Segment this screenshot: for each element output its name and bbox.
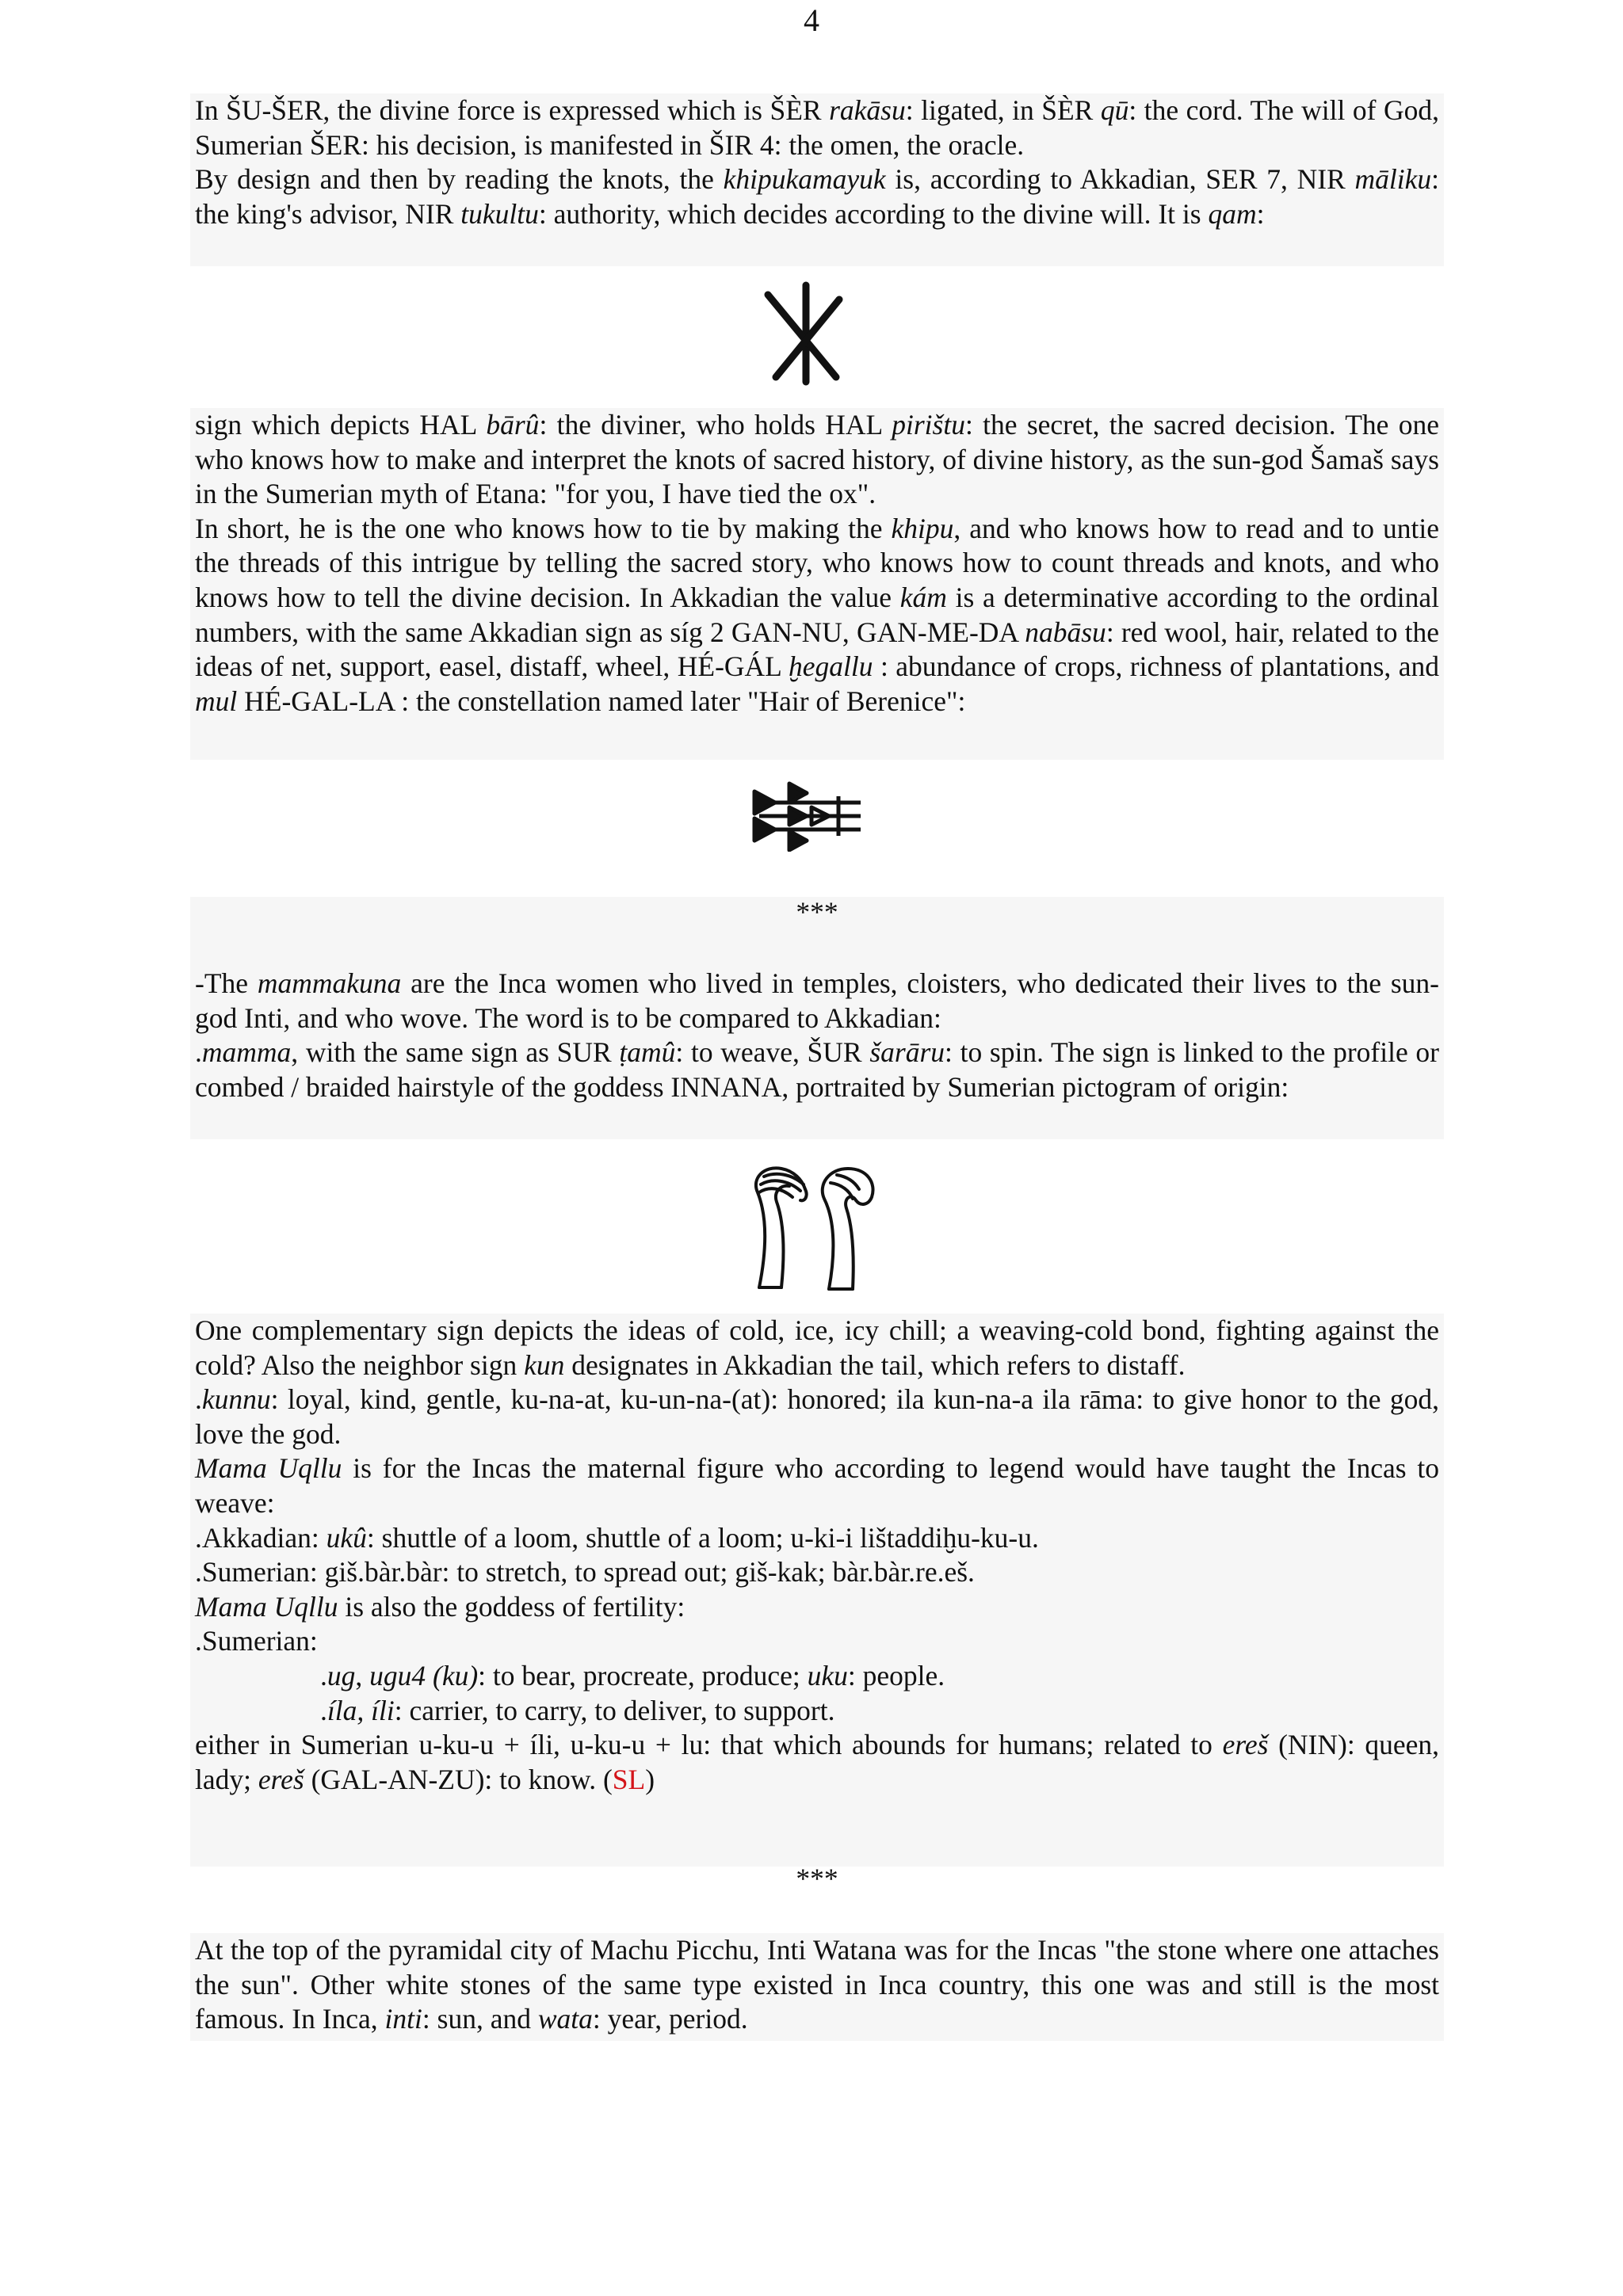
italic-term: nabāsu [1025, 616, 1106, 648]
text-run: : abundance of crops, richness of plantations, and [873, 650, 1439, 683]
text-run: By design and then by reading the knots, the [195, 163, 724, 196]
paragraph [195, 1035, 1439, 1104]
paragraph-block-1 [190, 93, 1444, 266]
italic-term: khipu [891, 512, 954, 544]
text-run: is for the Incas the maternal figure who according to legend would have taught the Incas to weave: [195, 1452, 1439, 1519]
paragraph-block-5 [190, 1933, 1444, 2041]
italic-term: rakāsu [829, 94, 906, 126]
text-run: In short, he is the one who knows how to tie by making the [195, 512, 892, 544]
text-run: : the cord. The will of God, Sumerian ŠER: his decision, is manifested in ŠIR 4: the omen, the oracle. [195, 94, 1440, 161]
italic-term: tukultu [460, 197, 539, 230]
italic-term: mul [195, 685, 238, 717]
text-run: : the king's advisor, NIR [195, 163, 1440, 230]
text-run: .Sumerian: giš.bàr.bàr: to stretch, to spread out; giš-kak; bàr.bàr.re.eš. [195, 1556, 975, 1589]
text-run: . [320, 1694, 327, 1726]
text-run: : to weave, ŠUR [675, 1036, 870, 1069]
italic-term: Mama Uqllu [195, 1590, 338, 1623]
paragraph [195, 1590, 1439, 1625]
text-run: are the Inca women who lived in temples, cloisters, who dedicated their lives to the sun-god Inti, and who wove. The word is to be compared to Akkadian: [195, 967, 1439, 1034]
text-run: : the diviner, who holds HAL [539, 409, 892, 441]
italic-term: šarāru [869, 1036, 945, 1069]
text-run: : to bear, procreate, produce; [478, 1659, 808, 1691]
text-run: : [1256, 197, 1265, 230]
paragraph [195, 1555, 1439, 1590]
paragraph [195, 1451, 1439, 1520]
text-run: is a determinative according to the ordinal numbers, with the same Akkadian sign as síg 2 GAN-NU, GAN-ME-DA [195, 581, 1440, 648]
text-run: is, according to Akkadian, SER 7, NIR [885, 163, 1355, 196]
paragraph [195, 1521, 1439, 1556]
text-run: , with the same sign as SUR [291, 1036, 620, 1069]
italic-term: ugu4 (ku) [369, 1659, 479, 1691]
paragraph-block-2 [190, 408, 1444, 760]
paragraph [195, 1624, 1439, 1659]
text-run: : year, period. [592, 2003, 748, 2035]
italic-term: ṭamû [619, 1036, 676, 1069]
text-run: , and who knows how to read and to untie the threads of this intrigue by telling the sacred story, who knows how to count threads and knots, and who knows how to tell the divine decision. In Akkadian the value [195, 512, 1439, 613]
paragraph [195, 93, 1439, 162]
text-run: In ŠU-ŠER, the divine force is expressed which is ŠÈR [195, 94, 830, 126]
text-run: : loyal, kind, gentle, ku-na-at, ku-un-na-(at): honored; ila kun-na-a ila rāma: to give honor to the god, love the god. [195, 1383, 1439, 1450]
italic-term: ug [327, 1659, 356, 1691]
text-run: : people. [847, 1659, 945, 1691]
italic-term: wata [537, 2003, 593, 2035]
kam-sign-icon [751, 780, 869, 852]
text-run: either in Sumerian u-ku-u + íli, u-ku-u + lu: that which abounds for humans; related to [195, 1729, 1223, 1761]
paragraph-block-4 [190, 1314, 1444, 1867]
italic-term: ḫegallu [789, 650, 873, 683]
text-run: : to spin. The sign is linked to the profile or combed / braided hairstyle of the goddess INNANA, portraited by Sumerian pictogram of origin: [195, 1036, 1439, 1103]
text-run: : ligated, in ŠÈR [905, 94, 1101, 126]
text-run: . [195, 1383, 202, 1416]
text-run: -The [195, 967, 258, 999]
italic-term: qam [1208, 197, 1257, 230]
italic-term: kun [524, 1348, 565, 1381]
paragraph [195, 1694, 1439, 1729]
text-run: ) [645, 1763, 655, 1795]
text-run: (GAL-AN-ZU): to know. ( [304, 1763, 613, 1795]
text-run: : the secret, the sacred decision. The one who knows how to make and interpret the knots of sacred history, of divine history, as the sun-god Šamaš says in the Sumerian myth of Etana: "for you, I have tied the ox". [195, 409, 1440, 510]
text-run: : authority, which decides according to the divine will. It is [538, 197, 1209, 230]
italic-term: māliku [1354, 163, 1432, 196]
text-run: : carrier, to carry, to deliver, to support. [394, 1694, 835, 1726]
text-run: is also the goddess of fertility: [338, 1590, 685, 1623]
italic-term: kunnu [201, 1383, 271, 1416]
italic-term: mamma [201, 1036, 292, 1069]
paragraph [195, 1383, 1439, 1451]
text-run: designates in Akkadian the tail, which refers to distaff. [564, 1348, 1186, 1381]
italic-term: qū [1100, 94, 1129, 126]
italic-term: ereš [1222, 1729, 1269, 1761]
italic-term: uku [807, 1659, 848, 1691]
text-run: : red wool, hair, related to the ideas of net, support, easel, distaff, wheel, HÉ-GÁL [195, 616, 1439, 683]
italic-term: khipukamayuk [723, 163, 886, 196]
italic-term: ereš [258, 1763, 304, 1795]
text-run: sign which depicts HAL [195, 409, 487, 441]
section-separator: *** [796, 1863, 838, 1894]
innana-pictogram-icon [735, 1161, 891, 1297]
italic-term: mammakuna [257, 967, 402, 999]
italic-term: ukû [326, 1521, 367, 1554]
paragraph [195, 408, 1439, 512]
italic-term: pirištu [892, 409, 965, 441]
italic-term: íla, íli [327, 1694, 395, 1726]
hal-sign-icon [750, 279, 861, 388]
paragraph [195, 1659, 1439, 1694]
text-run: . [320, 1659, 327, 1691]
text-run: .Akkadian: [195, 1521, 327, 1554]
reference-tag: SL [612, 1763, 646, 1795]
text-run: .Sumerian: [195, 1625, 318, 1657]
text-run: One complementary sign depicts the ideas of cold, ice, icy chill; a weaving-cold bond, fighting against the cold? Also the neighbor sign [195, 1314, 1439, 1381]
text-run: . [195, 1036, 202, 1069]
italic-term: bārû [486, 409, 540, 441]
section-separator: *** [796, 896, 838, 928]
paragraph [195, 162, 1439, 231]
paragraph [195, 967, 1439, 1035]
paragraph [195, 1728, 1439, 1797]
paragraph [195, 1933, 1439, 2037]
page-number: 4 [804, 2, 819, 38]
italic-term: inti [384, 2003, 422, 2035]
italic-term: kám [899, 581, 947, 613]
text-run: : sun, and [422, 2003, 538, 2035]
text-run: : shuttle of a loom, shuttle of a loom; u-ki-i lištaddiḫu-ku-u. [366, 1521, 1039, 1554]
text-run: (NIN): queen, lady; [195, 1729, 1439, 1795]
text-run: , [355, 1659, 370, 1691]
text-run: HÉ-GAL-LA : the constellation named later "Hair of Berenice": [237, 685, 966, 717]
paragraph-block-3 [190, 967, 1444, 1139]
italic-term: Mama Uqllu [195, 1452, 342, 1485]
paragraph [195, 512, 1439, 719]
text-run: At the top of the pyramidal city of Machu Picchu, Inti Watana was for the Incas "the stone where one attaches the sun". Other white stones of the same type existed in Inca country, this one was and still is the most famous. In Inca, [195, 1934, 1439, 2035]
paragraph [195, 1314, 1439, 1383]
